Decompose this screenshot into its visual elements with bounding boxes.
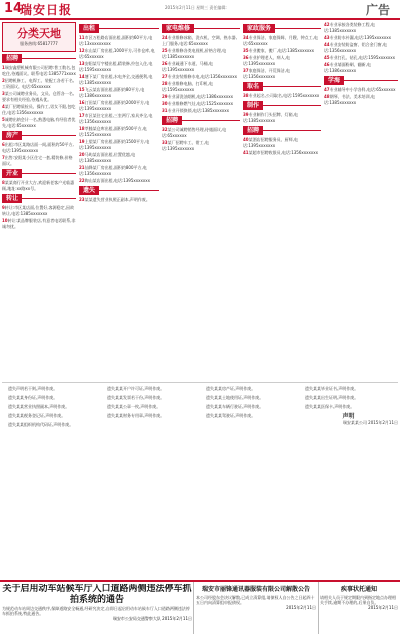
ad-number: 8	[2, 180, 5, 185]
ad-number: 10	[2, 218, 8, 223]
ad-text: 某厂招聘车工、钳工,电话:1395xxxxxxx	[162, 140, 209, 151]
ad-text: 市区某住宅出租,三室两厅,家具齐全,电话:1356xxxxxxx	[79, 113, 153, 124]
classified-ad	[243, 150, 321, 156]
category-header	[2, 54, 76, 63]
ad-text: 某某商行开业大吉,欢迎新老客户光临惠顾,地址:xx路xx号。	[2, 180, 75, 191]
third-notice-body: 请相关人员于规定期限内到指定地点办理相关手续,逾期不办理的,后果自负。	[320, 595, 396, 605]
classified-ad	[162, 101, 240, 107]
classified-ad	[2, 104, 76, 116]
classified-ad	[162, 74, 240, 80]
ad-text: 诚聘出纳会计一名,熟悉电脑,有经验者优先,电话:65xxxxxx	[2, 117, 76, 128]
ad-number: 47	[324, 87, 330, 92]
notice-paragraph: 遗失某某身份证,声明作废。	[8, 395, 58, 400]
ad-number: 34	[243, 35, 249, 40]
classified-ad	[243, 93, 321, 99]
category-rule	[275, 28, 321, 29]
notice-paragraph: 遗失某某驾驶证,声明作废。	[206, 413, 256, 418]
ad-number: 48	[324, 94, 330, 99]
classified-ad	[162, 140, 240, 152]
classified-ad	[79, 139, 159, 151]
ad-number: 6	[2, 142, 5, 147]
classified-ad	[162, 94, 240, 100]
ad-text: 专业制作门头招牌、灯箱,电话:1385xxxxxxx	[243, 112, 298, 123]
ad-number: 42	[324, 22, 330, 27]
classified-ad	[243, 48, 321, 54]
ad-text: 钢琴、书法、美术培训,电话:1385xxxxxxx	[324, 94, 375, 105]
section-title: 广告	[365, 3, 390, 17]
category-label: 家政服务	[243, 24, 275, 33]
category-label: 招聘	[162, 116, 182, 125]
classifieds-column-3	[162, 22, 240, 153]
classified-ad	[243, 35, 321, 47]
ad-number: 40	[243, 137, 249, 142]
classified-ad	[79, 87, 159, 99]
classified-ad	[2, 142, 76, 154]
category-label: 取名	[243, 82, 263, 91]
divider	[318, 582, 319, 634]
ad-text: 瑞安鑫塑机械有限公司招聘:普工数名,包吃住,待遇面议。联系电话:1385771xxxx	[2, 65, 76, 76]
classified-ad	[79, 100, 159, 112]
ad-number: 11	[79, 35, 85, 40]
ad-text: 专业维修冰箱、洗衣机、空调、热水器,上门服务,电话:65xxxxxx	[162, 35, 237, 46]
ad-text: 专业墙面粉刷、翻新,电话:1386xxxxxxx	[324, 62, 371, 73]
classified-ad	[324, 94, 398, 106]
ad-text: 某公司诚聘业务员、文员、仓管各一名,要求有相关经验,待遇从优。	[2, 91, 75, 102]
banner-hotline: 服务热线:65817777	[20, 41, 58, 46]
ad-number: 2	[2, 78, 5, 83]
ad-text: 专业维修各类电视机,价格合理,电话:1385xxxxxxx	[162, 48, 227, 59]
classified-ad	[2, 155, 76, 167]
ad-text: 家庭保洁、开荒保洁,电话:1356xxxxxxx	[243, 68, 290, 79]
ad-number: 14	[79, 74, 85, 79]
ad-text: 某某遗失营业执照正副本,声明作废。	[84, 197, 150, 202]
classified-ad	[162, 48, 240, 60]
ad-number: 45	[324, 55, 330, 60]
category-label: 家电维修	[162, 24, 194, 33]
classified-ad	[324, 22, 398, 34]
dissolution-notice	[196, 584, 316, 610]
statement-signature: 瑞安某某公司 2015年2月11日	[342, 420, 398, 425]
category-label: 制作	[243, 101, 263, 110]
dissolution-notice-title: 瑞安市丽锋通讯器服装有限公司解散公告	[201, 586, 310, 593]
ad-number: 35	[243, 48, 249, 53]
ad-number: 41	[243, 150, 249, 155]
classified-ad	[324, 42, 398, 54]
ad-text: 专业安装维修水电,电话:1356xxxxxxx	[167, 74, 237, 79]
category-header	[79, 24, 159, 33]
traffic-notice-signature: 瑞安市公安局交通警察大队 2015年2月11日	[112, 616, 192, 621]
category-header	[243, 24, 321, 33]
classified-ad	[243, 112, 321, 124]
category-header	[243, 126, 321, 135]
notice-column-1	[2, 386, 97, 576]
classifieds-list-2	[79, 24, 159, 203]
traffic-notice-body: 为规范动车站周边交通秩序,保障道路安全畅通,经研究决定,自即日起启用动车站候车厅入口道路两侧违法停车抓拍系统,特此通告。	[2, 606, 190, 616]
category-rule	[22, 198, 76, 199]
ad-number: 26	[162, 61, 168, 66]
ad-number: 9	[2, 205, 5, 210]
dissolution-notice-signature: 2015年2月11日	[286, 605, 316, 610]
classified-ad	[324, 55, 398, 61]
ad-number: 19	[79, 139, 85, 144]
ad-number: 43	[324, 35, 330, 40]
statement-title: 声明	[342, 413, 355, 420]
banner-title: 分类天地	[17, 27, 61, 40]
ad-number: 3	[2, 91, 5, 96]
ad-text: 转让:某品牌服装店,有意者电话联系,非诚勿扰。	[2, 218, 76, 229]
classifieds-column-4	[243, 22, 321, 157]
ad-text: 专业清洗油烟机,电话:1386xxxxxxx	[167, 94, 233, 99]
ad-number: 18	[79, 126, 85, 131]
category-rule	[263, 130, 321, 131]
ad-number: 24	[162, 35, 168, 40]
ad-number: 27	[162, 74, 168, 79]
ad-text: 专业辅导中小学各科,电话:65xxxxxx	[329, 87, 396, 92]
ad-text: 专业打孔、钻孔,电话:1595xxxxxxx	[329, 55, 395, 60]
classified-ad	[243, 55, 321, 67]
category-rule	[22, 135, 76, 136]
paper-name: 瑞安日报	[20, 3, 73, 17]
classified-ad	[2, 117, 76, 129]
classifieds-list-4	[243, 24, 321, 156]
ad-text: 专业搬家、搬厂,电话:1385xxxxxxx	[248, 48, 314, 53]
ad-number: 31	[162, 108, 168, 113]
dateline: 2015年2月11日 星期三 责任编辑:	[165, 5, 227, 10]
category-label: 房产	[2, 131, 22, 140]
third-notice-title: 疾事状托通知	[340, 586, 377, 593]
classified-ad	[162, 127, 240, 139]
classified-ad	[79, 165, 159, 177]
ad-number: 21	[79, 165, 85, 170]
dissolution-notice-body: 本公司经股东会决议解散,已成立清算组,请债权人自公告之日起四十五日内向清算组申报债权。	[196, 595, 315, 605]
ad-text: 马屿某店面出租,位置优越,电话:1385xxxxxxx	[79, 152, 136, 163]
ad-text: 专业维修燃气灶,电话:1525xxxxxxx	[167, 101, 233, 106]
ad-number: 7	[2, 155, 5, 160]
category-header	[2, 169, 76, 178]
category-label: 招聘	[2, 54, 22, 63]
ad-text: 专业防水补漏,电话:1395xxxxxxx	[329, 35, 391, 40]
category-rule	[344, 80, 398, 81]
notice-paragraph: 遗失声明若干则,声明作废。	[8, 386, 58, 391]
classifieds-column-5	[324, 22, 398, 107]
ad-number: 28	[162, 81, 168, 86]
ad-number: 33	[162, 140, 168, 145]
ad-number: 1	[2, 65, 5, 70]
ad-text: 某厂招聘质检员、操作工,男女不限,包吃住,电话:1356xxxxxxx	[2, 104, 76, 115]
category-label: 遗失	[79, 186, 99, 195]
ad-text: 飞云某店面出租,面积约80平方,电话:1386xxxxxxx	[79, 87, 145, 98]
traffic-notice-title: 关于启用动车站候车厅入口道路两侧违法停车抓拍系统的通告	[2, 584, 192, 605]
notice-paragraph: 遗失某某组织机构代码证,声明作废。	[8, 422, 74, 427]
ad-number: 13	[79, 61, 85, 66]
classified-ad	[243, 68, 321, 80]
classified-ad	[2, 78, 76, 90]
classified-ad	[79, 178, 159, 184]
notice-column-2	[101, 386, 196, 576]
ad-text: 转让:市区某店面,位置好,客源稳定,因故转让,电话:1385xxxxxxx	[2, 205, 74, 216]
classified-ad	[79, 197, 159, 203]
classified-ad	[79, 61, 159, 73]
category-rule	[263, 86, 321, 87]
ad-number: 17	[79, 113, 85, 118]
ad-text: 上望某厂房出租,面积约1500平方,电话:1395xxxxxxx	[79, 139, 150, 150]
classified-ad	[2, 180, 76, 192]
notice-paragraph: 遗失某某财务专用章,声明作废。	[107, 413, 165, 418]
ad-text: 专业保洁、家庭保姆、月嫂、钟点工,电话:65xxxxxx	[243, 35, 318, 46]
ad-text: 专业维修电脑、打印机,电话:1595xxxxxxx	[162, 81, 213, 92]
page-number: 14	[4, 1, 23, 16]
classified-ad	[162, 108, 240, 114]
notice-paragraph: 遗失某某发票若干份,声明作废。	[107, 395, 165, 400]
ad-number: 30	[162, 101, 168, 106]
ad-number: 25	[162, 48, 168, 53]
category-label: 招聘	[243, 126, 263, 135]
ad-text: 汀田某厂房出租,面积约2000平方,电话:1395xxxxxxx	[79, 100, 150, 111]
notice-paragraph: 遗失某某毕业证书,声明作废。	[305, 386, 359, 391]
ad-number: 20	[79, 152, 85, 157]
ad-number: 46	[324, 62, 330, 67]
ad-number: 32	[162, 127, 168, 132]
category-header	[324, 76, 398, 85]
ad-number: 22	[79, 178, 85, 183]
ad-text: 出售:安阳某小区住宅一套,精装修,价格面议。	[2, 155, 73, 166]
notice-paragraph: 遗失某某公章一枚,声明作废。	[107, 404, 161, 409]
category-header	[2, 131, 76, 140]
category-header	[243, 82, 321, 91]
ad-text: 市区万松路店面出租,面积约60平方,电话:13xxxxxxxxx	[79, 35, 153, 46]
classifieds-list-3	[162, 24, 240, 152]
masthead	[0, 0, 400, 20]
classified-ad	[324, 87, 398, 93]
category-rule	[263, 105, 321, 106]
traffic-notice	[2, 584, 192, 621]
ad-number: 23	[79, 197, 85, 202]
classified-ad	[79, 48, 159, 60]
ad-number: 36	[243, 55, 249, 60]
category-rule	[182, 120, 240, 121]
classified-ad	[2, 218, 76, 230]
classifieds-column-2	[79, 22, 159, 204]
notice-paragraph: 遗失某某出生证明,声明作废。	[305, 395, 359, 400]
category-label: 开业	[2, 169, 22, 178]
category-rule	[99, 190, 159, 191]
ad-text: 专业安装防盗窗、铝合金门窗,电话:1356xxxxxxx	[324, 42, 387, 53]
category-header	[162, 24, 240, 33]
ad-text: 某酒店招聘服务员、厨师,电话:1395xxxxxxx	[243, 137, 298, 148]
ad-text: 莘塍某仓库出租,面积约500平方,电话:1525xxxxxxx	[79, 126, 147, 137]
ad-number: 16	[79, 100, 85, 105]
classified-ad	[79, 35, 159, 47]
ad-number: 44	[324, 42, 330, 47]
notice-column-4-body	[299, 386, 398, 410]
notice-paragraph: 遗失某某车辆行驶证,声明作废。	[206, 404, 264, 409]
category-rule	[99, 28, 159, 29]
classified-ad	[79, 74, 159, 86]
ad-text: 出租:市区某路店面一间,面积约50平方,电话:1395xxxxxxx	[2, 142, 74, 153]
ad-text: 招聘机修工、电焊工、装配工各若干名,工资面议。电话:65xxxxxx	[2, 78, 75, 89]
ad-number: 38	[243, 93, 249, 98]
notice-paragraph: 遗失某某营业执照副本,声明作废。	[8, 404, 70, 409]
notice-paragraph: 遗失某某房产证,声明作废。	[206, 386, 256, 391]
ad-text: 某超市招聘收银员,电话:1356xxxxxxx	[248, 150, 318, 155]
notice-paragraph: 遗失某某医保卡,声明作废。	[305, 404, 355, 409]
classified-ad	[2, 205, 76, 217]
classified-ad	[79, 126, 159, 138]
ad-number: 12	[79, 48, 85, 53]
notice-paragraph: 遗失某某税务登记证,声明作废。	[8, 413, 66, 418]
ad-number: 5	[2, 117, 5, 122]
category-rule	[194, 28, 240, 29]
classified-ad	[2, 91, 76, 103]
category-header	[2, 194, 76, 203]
notices-section	[2, 382, 398, 579]
third-notice	[320, 584, 398, 610]
ad-text: 专业起名,公司取名,电话:1595xxxxxxx	[248, 93, 320, 98]
ad-text: 安阳某写字楼出租,精装修,拎包入住,电话:1595xxxxxxx	[79, 61, 153, 72]
category-header	[162, 116, 240, 125]
ad-number: 39	[243, 112, 249, 117]
notice-column-3	[200, 386, 295, 576]
classified-ad	[162, 61, 240, 73]
classified-ad	[2, 65, 76, 77]
classified-ad	[324, 35, 398, 41]
classified-ad	[162, 35, 240, 47]
ad-number: 15	[79, 87, 85, 92]
divider	[193, 582, 194, 634]
ad-text: 东山某厂房出租,1000平方,可作仓库,电话:65xxxxxx	[79, 48, 155, 59]
ad-text: 陶山某店面出租,电话:1395xxxxxxx	[84, 178, 150, 183]
classifieds-banner	[2, 22, 76, 52]
notice-paragraph: 遗失某某土地使用证,声明作废。	[206, 395, 264, 400]
ad-number: 4	[2, 104, 5, 109]
ad-number: 29	[162, 94, 168, 99]
classified-ad	[79, 113, 159, 125]
category-header	[79, 186, 159, 195]
category-header	[243, 101, 321, 110]
ad-text: 某公司诚聘销售经理,待遇面议,电话:65xxxxxx	[162, 127, 227, 138]
ad-text: 专业护理老人、病人,电话:1395xxxxxxx	[243, 55, 290, 66]
category-rule	[22, 173, 76, 174]
ad-number: 37	[243, 68, 249, 73]
category-label: 出租	[79, 24, 99, 33]
category-label: 学海	[324, 76, 344, 85]
notice-paragraph: 遗失某某开户许可证,声明作废。	[107, 386, 165, 391]
ad-text: 专业承接各类装修工程,电话:1385xxxxxxx	[324, 22, 375, 33]
category-rule	[22, 58, 76, 59]
ad-text: 仙降某厂房出租,面积约800平方,电话:1356xxxxxxx	[79, 165, 147, 176]
ad-text: 专业疏通下水道、马桶,电话:1395xxxxxxx	[162, 61, 213, 72]
classified-ad	[79, 152, 159, 164]
category-label: 转让	[2, 194, 22, 203]
ad-text: 专业开锁换锁,电话:1385xxxxxxx	[167, 108, 229, 113]
classifieds-column-1	[2, 22, 76, 231]
classifieds-list-5	[324, 22, 398, 106]
third-notice-signature: 2015年2月11日	[368, 605, 398, 610]
bottom-notices	[0, 580, 400, 634]
classified-ad	[324, 62, 398, 74]
classified-ad	[162, 81, 240, 93]
classifieds-list-1	[2, 54, 76, 230]
ad-text: 塘下某厂房出租,水电齐全,交通便利,电话:1385xxxxxxx	[79, 74, 153, 85]
classified-ad	[243, 137, 321, 149]
notice-column-4	[299, 386, 398, 576]
